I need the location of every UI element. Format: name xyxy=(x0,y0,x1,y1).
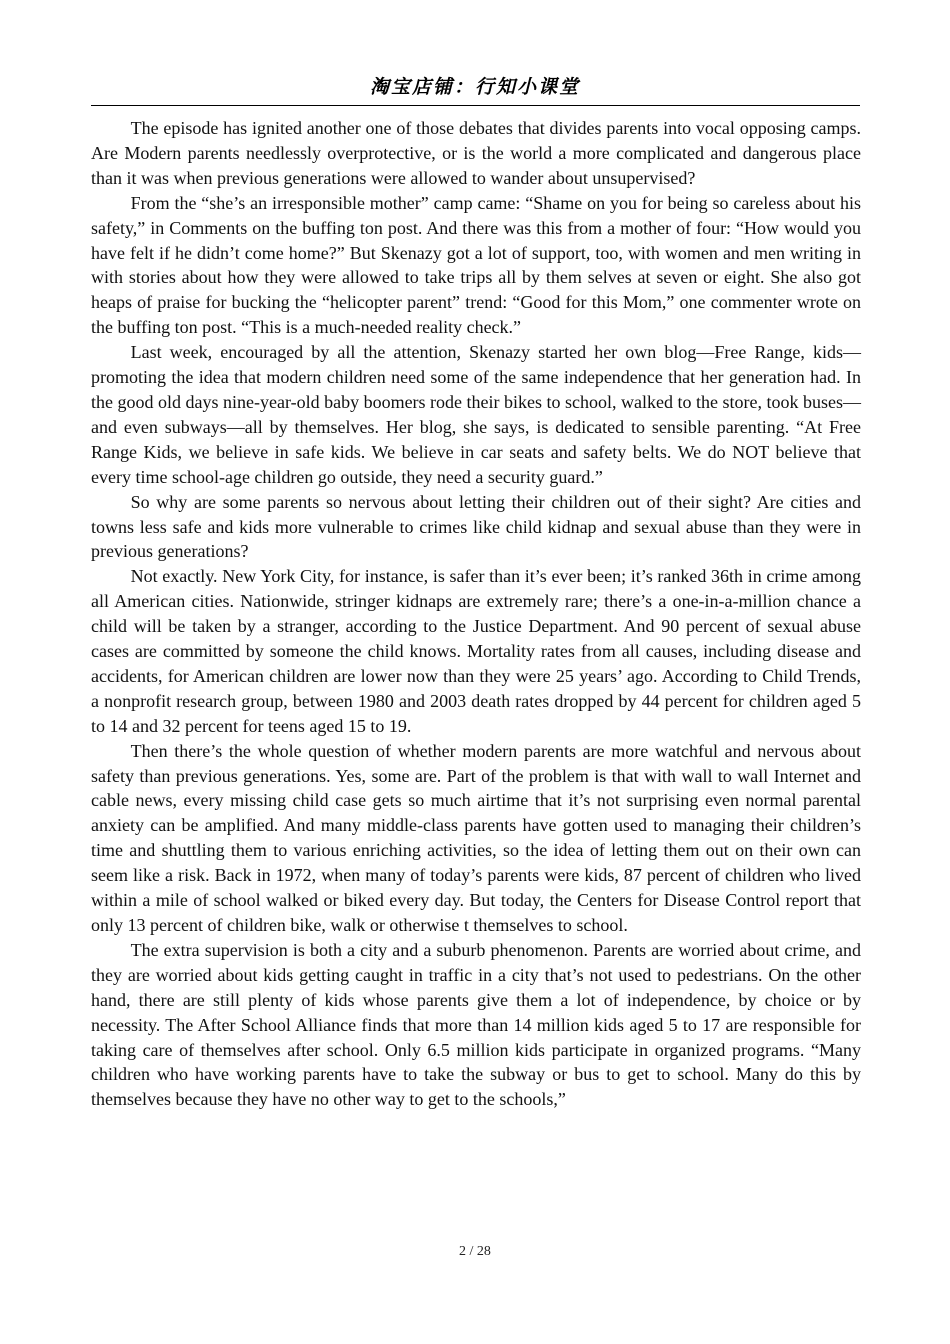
paragraph-4: So why are some parents so nervous about letting their children out of their sight? Are cities and towns less safe and kids more vulnerable to crimes like child kidnap and sexual abuse than they were in previous generations? xyxy=(91,491,861,562)
page-header-title: 淘宝店铺：行知小课堂 xyxy=(369,76,580,98)
paragraph-6: Then there’s the whole question of whether modern parents are more watchful and nervous about safety than previous generations. Yes, some are. Part of the problem is that with wall to wall Internet and cable news, every missing child case gets so much airtime that it’s not surprising even normal parental anxiety can be amplified. And many middle-class parents have gotten used to managing their children’s time and shuttling them to various enriching activities, so the idea of letting them out on their own can seem like a risk. Back in 1972, when many of today’s parents were kids, 87 percent of children who lived within a mile of school walked or biked every day. But today, the Centers for Disease Control report that only 13 percent of children bike, walk or otherwise t themselves to school. xyxy=(91,740,861,935)
paragraph-1: The episode has ignited another one of those debates that divides parents into vocal opposing camps. Are Modern parents needlessly overprotective, or is the world a more complicated and dangerous place than it was when previous generations were allowed to wander about unsupervised? xyxy=(91,118,861,188)
header-divider xyxy=(91,105,860,106)
page-number: 2 / 28 xyxy=(459,1244,491,1259)
paragraph-2: From the “she’s an irresponsible mother” camp came: “Shame on you for being so careless about his safety,” in Comments on the buffing ton post. And there was this from a mother of four: “How would you have felt if he didn’t come home?” But Skenazy got a lot of support, too, with women and men writing in with stories about how they were allowed to take trips all by them selves at seven or eight. She also got heaps of praise for bucking the “helicopter parent” trend: “Good for this Mom,” one commenter wrote on the buffing ton post. “This is a much-needed reality check.” xyxy=(91,192,861,338)
paragraph-7: The extra supervision is both a city and a suburb phenomenon. Parents are worried about crime, and they are worried about kids getting caught in traffic in a city that’s not used to pedestrians. On the other hand, there are still plenty of kids whose parents give them a lot of independence, by choice or by necessity. The After School Alliance finds that more than 14 million kids aged 5 to 17 are responsible for taking care of themselves after school. Only 6.5 million kids participate in organized programs. “Many children who have working parents have to take the subway or bus to get to school. Many do this by themselves because they have no other way to get to the schools,” xyxy=(91,939,861,1110)
paragraph-5: Not exactly. New York City, for instance, is safer than it’s ever been; it’s ranked 36th in crime among all American cities. Nationwide, stringer kidnaps are extremely rare; there’s a one-in-a-million chance a child will be taken by a stranger, according to the Justice Department. And 90 percent of sexual abuse cases are committed by someone the child knows. Mortality rates from all causes, including disease and accidents, for American children are lower now than they were 25 years’ ago. According to Child Trends, a nonprofit research group, between 1980 and 2003 death rates dropped by 44 percent for children aged 5 to 14 and 32 percent for teens aged 15 to 19. xyxy=(91,566,861,736)
paragraph-3: Last week, encouraged by all the attention, Skenazy started her own blog—Free Range, kids—promoting the idea that modern children need some of the same independence that her generation had. In the good old days nine-year-old baby boomers rode their bikes to school, walked to the store, took buses—and even subways—all by themselves. Her blog, she says, is dedicated to sensible parenting. “At Free Range Kids, we believe in safe kids. We believe in car seats and safety belts. We do NOT believe that every time school-age children go outside, they need a security guard.” xyxy=(91,342,861,487)
article-body xyxy=(91,116,861,1112)
